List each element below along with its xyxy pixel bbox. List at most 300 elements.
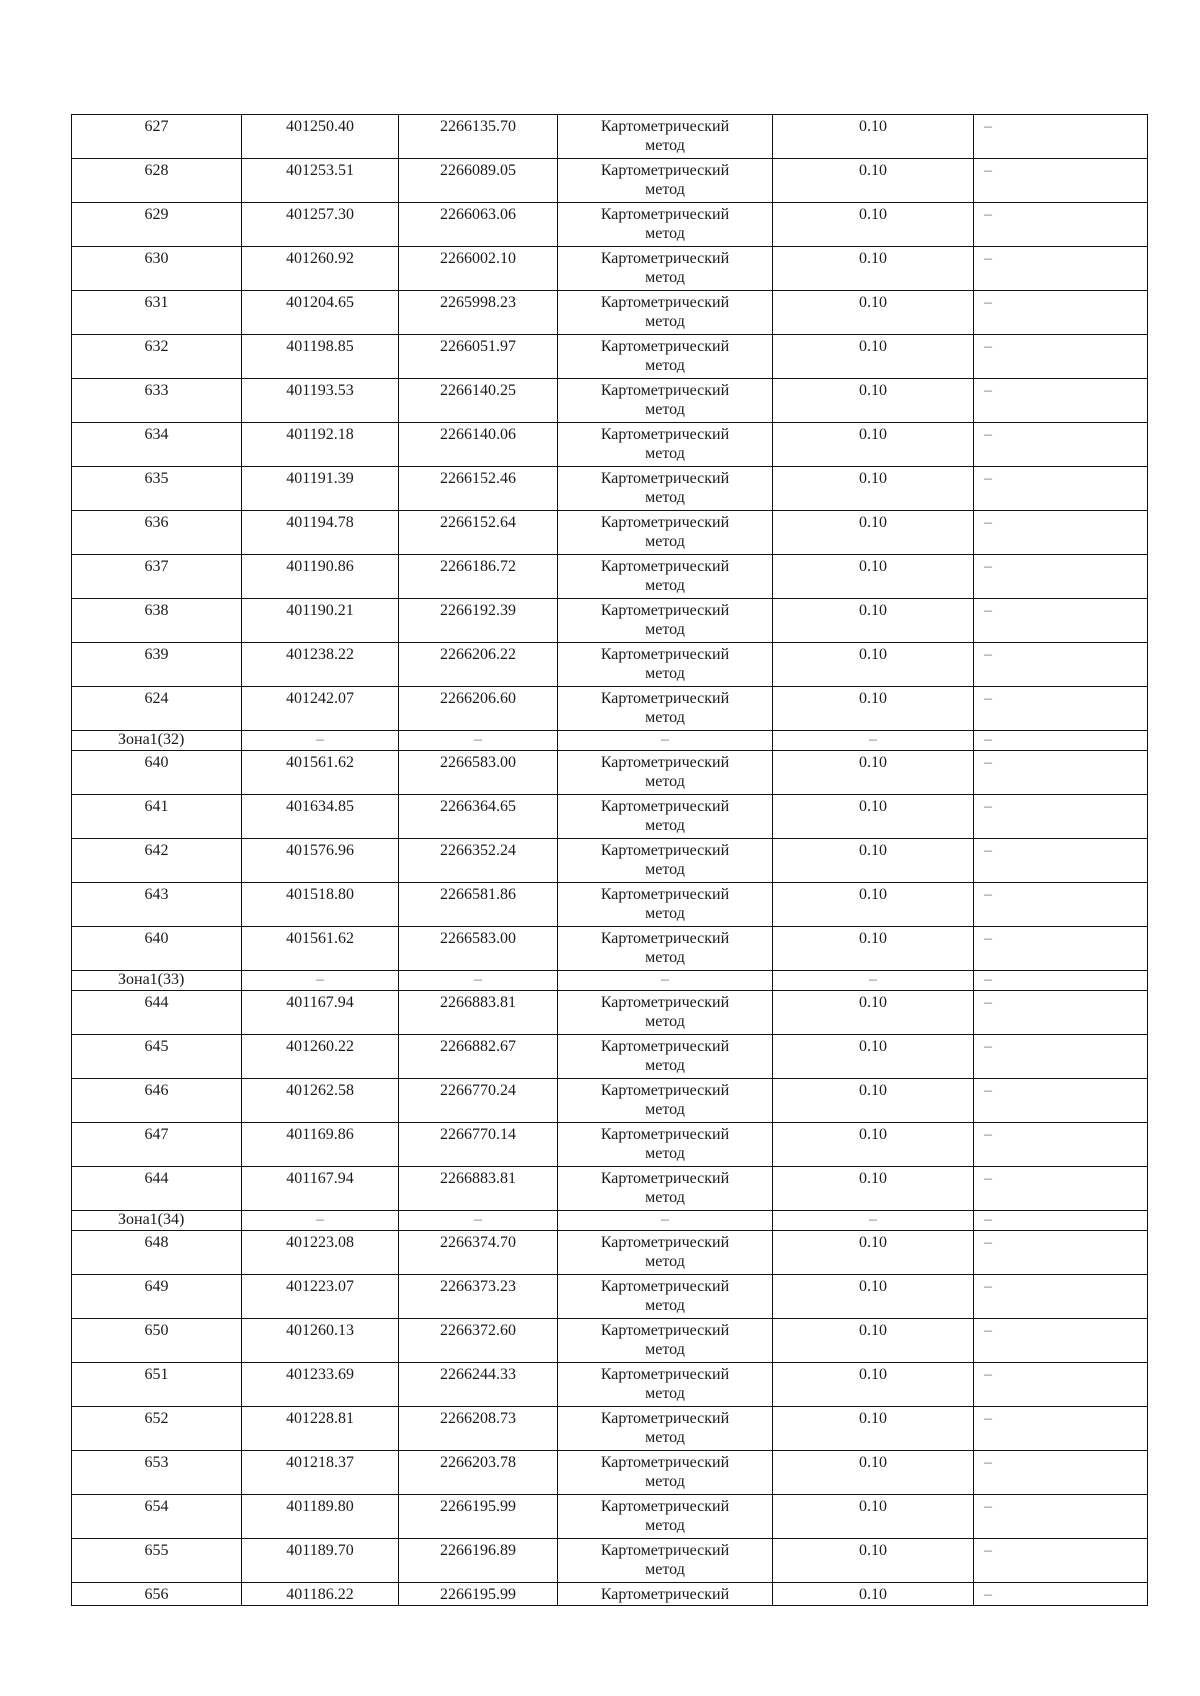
method-cell — [558, 599, 773, 643]
method-line-1: Картометрический — [600, 338, 730, 355]
zone-name-cell: Зона1(33) — [72, 971, 242, 991]
y-cell: 2266208.73 — [399, 1407, 558, 1451]
y-cell: – — [399, 971, 558, 991]
x-cell: 401260.22 — [242, 1035, 399, 1079]
x-cell: 401561.62 — [242, 751, 399, 795]
point-number-cell: 648 — [72, 1231, 242, 1275]
accuracy-cell: 0.10 — [773, 1123, 974, 1167]
note-cell: – — [974, 1123, 1148, 1167]
x-cell: 401518.80 — [242, 883, 399, 927]
method-cell — [558, 1319, 773, 1363]
accuracy-cell: 0.10 — [773, 467, 974, 511]
x-cell: 401190.86 — [242, 555, 399, 599]
note-cell: – — [974, 115, 1148, 159]
accuracy-cell: 0.10 — [773, 883, 974, 927]
note-cell: – — [974, 839, 1148, 883]
point-number-cell: 645 — [72, 1035, 242, 1079]
table-row — [72, 1583, 1148, 1606]
accuracy-cell: 0.10 — [773, 751, 974, 795]
y-cell: 2266583.00 — [399, 751, 558, 795]
x-cell: 401186.22 — [242, 1583, 399, 1606]
table-row — [72, 1275, 1148, 1319]
point-number-cell: 652 — [72, 1407, 242, 1451]
method-cell — [558, 511, 773, 555]
y-cell: 2266089.05 — [399, 159, 558, 203]
method-cell — [558, 1275, 773, 1319]
method-cell — [558, 555, 773, 599]
x-cell: 401193.53 — [242, 379, 399, 423]
table-row — [72, 1123, 1148, 1167]
x-cell: 401238.22 — [242, 643, 399, 687]
accuracy-cell: 0.10 — [773, 991, 974, 1035]
point-number-cell: 640 — [72, 927, 242, 971]
method-line-1: Картометрический — [600, 602, 730, 619]
table-row — [72, 1167, 1148, 1211]
y-cell: 2266192.39 — [399, 599, 558, 643]
table-row — [72, 1035, 1148, 1079]
method-line-1: Картометрический — [600, 514, 730, 531]
method-line-1: Картометрический — [600, 646, 730, 663]
note-cell: – — [974, 795, 1148, 839]
method-line-2: метод — [645, 1297, 685, 1314]
accuracy-cell: 0.10 — [773, 599, 974, 643]
accuracy-cell: 0.10 — [773, 1407, 974, 1451]
method-line-2: метод — [645, 621, 685, 638]
method-line-1: Картометрический — [600, 118, 730, 135]
point-number-cell: 647 — [72, 1123, 242, 1167]
note-cell: – — [974, 511, 1148, 555]
x-cell: 401561.62 — [242, 927, 399, 971]
method-cell — [558, 1167, 773, 1211]
x-cell: 401262.58 — [242, 1079, 399, 1123]
accuracy-cell: 0.10 — [773, 1583, 974, 1606]
point-number-cell: 641 — [72, 795, 242, 839]
y-cell: 2266203.78 — [399, 1451, 558, 1495]
x-cell: – — [242, 971, 399, 991]
method-cell: – — [558, 731, 773, 751]
method-line-2: метод — [645, 1517, 685, 1534]
table-row — [72, 1539, 1148, 1583]
table-row — [72, 423, 1148, 467]
method-cell — [558, 1539, 773, 1583]
point-number-cell: 643 — [72, 883, 242, 927]
accuracy-cell: 0.10 — [773, 159, 974, 203]
y-cell: 2266152.64 — [399, 511, 558, 555]
point-number-cell: 634 — [72, 423, 242, 467]
y-cell: 2266770.14 — [399, 1123, 558, 1167]
note-cell: – — [974, 731, 1148, 751]
method-line-2: метод — [645, 773, 685, 790]
method-cell — [558, 687, 773, 731]
method-line-1: Картометрический — [600, 206, 730, 223]
method-cell — [558, 335, 773, 379]
method-cell — [558, 839, 773, 883]
method-line-1: Картометрический — [600, 1586, 730, 1603]
accuracy-cell: 0.10 — [773, 1231, 974, 1275]
point-number-cell: 640 — [72, 751, 242, 795]
method-cell — [558, 1495, 773, 1539]
method-line-1: Картометрический — [600, 842, 730, 859]
x-cell: 401189.70 — [242, 1539, 399, 1583]
x-cell: 401169.86 — [242, 1123, 399, 1167]
method-line-2: метод — [645, 533, 685, 550]
note-cell: – — [974, 599, 1148, 643]
note-cell: – — [974, 203, 1148, 247]
method-cell — [558, 423, 773, 467]
accuracy-cell: 0.10 — [773, 1167, 974, 1211]
y-cell: 2266372.60 — [399, 1319, 558, 1363]
accuracy-cell: 0.10 — [773, 1495, 974, 1539]
method-cell — [558, 643, 773, 687]
table-row — [72, 643, 1148, 687]
point-number-cell: 644 — [72, 1167, 242, 1211]
y-cell: 2266352.24 — [399, 839, 558, 883]
note-cell: – — [974, 247, 1148, 291]
point-number-cell: 646 — [72, 1079, 242, 1123]
y-cell: – — [399, 1211, 558, 1231]
method-line-2: метод — [645, 817, 685, 834]
y-cell: 2266883.81 — [399, 1167, 558, 1211]
x-cell: 401190.21 — [242, 599, 399, 643]
zone-name-cell: Зона1(34) — [72, 1211, 242, 1231]
method-line-2: метод — [645, 357, 685, 374]
note-cell: – — [974, 971, 1148, 991]
note-cell: – — [974, 1275, 1148, 1319]
table-row — [72, 1079, 1148, 1123]
y-cell: 2266196.89 — [399, 1539, 558, 1583]
x-cell: 401250.40 — [242, 115, 399, 159]
method-line-2: метод — [645, 1429, 685, 1446]
table-row — [72, 203, 1148, 247]
point-number-cell: 630 — [72, 247, 242, 291]
x-cell: 401218.37 — [242, 1451, 399, 1495]
method-line-1: Картометрический — [600, 1322, 730, 1339]
method-cell — [558, 159, 773, 203]
method-line-1: Картометрический — [600, 1170, 730, 1187]
y-cell: – — [399, 731, 558, 751]
x-cell: 401191.39 — [242, 467, 399, 511]
note-cell: – — [974, 1451, 1148, 1495]
method-line-2: метод — [645, 1101, 685, 1118]
method-line-2: метод — [645, 1057, 685, 1074]
note-cell: – — [974, 159, 1148, 203]
table-row — [72, 511, 1148, 555]
note-cell: – — [974, 1539, 1148, 1583]
y-cell: 2266206.22 — [399, 643, 558, 687]
table-row — [72, 467, 1148, 511]
method-cell — [558, 927, 773, 971]
method-line-1: Картометрический — [600, 754, 730, 771]
point-number-cell: 637 — [72, 555, 242, 599]
method-line-1: Картометрический — [600, 1542, 730, 1559]
table-row — [72, 247, 1148, 291]
x-cell: 401223.08 — [242, 1231, 399, 1275]
note-cell: – — [974, 991, 1148, 1035]
y-cell: 2266206.60 — [399, 687, 558, 731]
note-cell: – — [974, 751, 1148, 795]
method-line-2: метод — [645, 1561, 685, 1578]
x-cell: 401198.85 — [242, 335, 399, 379]
method-cell — [558, 1583, 773, 1606]
x-cell: – — [242, 1211, 399, 1231]
x-cell: 401576.96 — [242, 839, 399, 883]
accuracy-cell: 0.10 — [773, 1035, 974, 1079]
method-line-1: Картометрический — [600, 558, 730, 575]
y-cell: 2266882.67 — [399, 1035, 558, 1079]
point-number-cell: 650 — [72, 1319, 242, 1363]
table-row — [72, 291, 1148, 335]
accuracy-cell: 0.10 — [773, 1275, 974, 1319]
x-cell: 401223.07 — [242, 1275, 399, 1319]
accuracy-cell: – — [773, 1211, 974, 1231]
point-number-cell: 631 — [72, 291, 242, 335]
note-cell: – — [974, 1583, 1148, 1606]
zone-header-row — [72, 731, 1148, 751]
accuracy-cell: 0.10 — [773, 643, 974, 687]
method-cell — [558, 1231, 773, 1275]
y-cell: 2265998.23 — [399, 291, 558, 335]
method-line-1: Картометрический — [600, 294, 730, 311]
y-cell: 2266063.06 — [399, 203, 558, 247]
note-cell: – — [974, 1363, 1148, 1407]
y-cell: 2266140.06 — [399, 423, 558, 467]
note-cell: – — [974, 1167, 1148, 1211]
note-cell: – — [974, 467, 1148, 511]
method-line-2: метод — [645, 445, 685, 462]
coordinates-table — [71, 114, 1148, 1606]
method-line-1: Картометрический — [600, 1454, 730, 1471]
accuracy-cell: 0.10 — [773, 1363, 974, 1407]
table-row — [72, 687, 1148, 731]
note-cell: – — [974, 1231, 1148, 1275]
method-line-2: метод — [645, 1189, 685, 1206]
accuracy-cell: 0.10 — [773, 115, 974, 159]
point-number-cell: 651 — [72, 1363, 242, 1407]
table-row — [72, 115, 1148, 159]
note-cell: – — [974, 1211, 1148, 1231]
accuracy-cell: 0.10 — [773, 291, 974, 335]
table-row — [72, 1495, 1148, 1539]
method-line-1: Картометрический — [600, 1366, 730, 1383]
x-cell: 401189.80 — [242, 1495, 399, 1539]
point-number-cell: 649 — [72, 1275, 242, 1319]
method-cell — [558, 1079, 773, 1123]
accuracy-cell: 0.10 — [773, 1539, 974, 1583]
x-cell: 401233.69 — [242, 1363, 399, 1407]
point-number-cell: 644 — [72, 991, 242, 1035]
method-line-1: Картометрический — [600, 1234, 730, 1251]
method-line-2: метод — [645, 137, 685, 154]
method-line-2: метод — [645, 489, 685, 506]
accuracy-cell: 0.10 — [773, 1079, 974, 1123]
note-cell: – — [974, 687, 1148, 731]
method-line-2: метод — [645, 1253, 685, 1270]
accuracy-cell: 0.10 — [773, 335, 974, 379]
note-cell: – — [974, 1495, 1148, 1539]
table-row — [72, 1231, 1148, 1275]
accuracy-cell: 0.10 — [773, 839, 974, 883]
x-cell: 401260.13 — [242, 1319, 399, 1363]
accuracy-cell: 0.10 — [773, 687, 974, 731]
y-cell: 2266770.24 — [399, 1079, 558, 1123]
point-number-cell: 653 — [72, 1451, 242, 1495]
method-line-1: Картометрический — [600, 1082, 730, 1099]
method-cell — [558, 751, 773, 795]
accuracy-cell: 0.10 — [773, 203, 974, 247]
x-cell: 401257.30 — [242, 203, 399, 247]
x-cell: 401192.18 — [242, 423, 399, 467]
method-cell — [558, 883, 773, 927]
method-cell — [558, 247, 773, 291]
method-line-1: Картометрический — [600, 1038, 730, 1055]
zone-name-cell: Зона1(32) — [72, 731, 242, 751]
y-cell: 2266002.10 — [399, 247, 558, 291]
y-cell: 2266186.72 — [399, 555, 558, 599]
y-cell: 2266051.97 — [399, 335, 558, 379]
table-row — [72, 1451, 1148, 1495]
y-cell: 2266883.81 — [399, 991, 558, 1035]
accuracy-cell: 0.10 — [773, 423, 974, 467]
point-number-cell: 627 — [72, 115, 242, 159]
method-line-1: Картометрический — [600, 1498, 730, 1515]
y-cell: 2266364.65 — [399, 795, 558, 839]
method-line-2: метод — [645, 1385, 685, 1402]
method-line-1: Картометрический — [600, 930, 730, 947]
method-cell — [558, 1407, 773, 1451]
zone-header-row — [72, 1211, 1148, 1231]
note-cell: – — [974, 423, 1148, 467]
accuracy-cell: 0.10 — [773, 555, 974, 599]
table-row — [72, 883, 1148, 927]
accuracy-cell: – — [773, 971, 974, 991]
method-cell — [558, 1363, 773, 1407]
method-line-2: метод — [645, 949, 685, 966]
method-line-2: метод — [645, 709, 685, 726]
table-row — [72, 379, 1148, 423]
method-line-2: метод — [645, 905, 685, 922]
point-number-cell: 624 — [72, 687, 242, 731]
method-line-1: Картометрический — [600, 382, 730, 399]
x-cell: 401194.78 — [242, 511, 399, 555]
point-number-cell: 628 — [72, 159, 242, 203]
table-row — [72, 751, 1148, 795]
method-line-1: Картометрический — [600, 994, 730, 1011]
note-cell: – — [974, 1407, 1148, 1451]
x-cell: 401167.94 — [242, 1167, 399, 1211]
x-cell: 401242.07 — [242, 687, 399, 731]
x-cell: 401167.94 — [242, 991, 399, 1035]
note-cell: – — [974, 927, 1148, 971]
accuracy-cell: 0.10 — [773, 927, 974, 971]
x-cell: 401228.81 — [242, 1407, 399, 1451]
method-line-2: метод — [645, 313, 685, 330]
x-cell: 401634.85 — [242, 795, 399, 839]
y-cell: 2266195.99 — [399, 1495, 558, 1539]
zone-header-row — [72, 971, 1148, 991]
note-cell: – — [974, 379, 1148, 423]
note-cell: – — [974, 883, 1148, 927]
method-line-2: метод — [645, 1145, 685, 1162]
table-body — [72, 115, 1148, 1606]
x-cell: – — [242, 731, 399, 751]
table-row — [72, 1407, 1148, 1451]
point-number-cell: 635 — [72, 467, 242, 511]
table-row — [72, 839, 1148, 883]
method-line-2: метод — [645, 577, 685, 594]
method-line-1: Картометрический — [600, 162, 730, 179]
table-row — [72, 159, 1148, 203]
note-cell: – — [974, 1079, 1148, 1123]
method-cell: – — [558, 971, 773, 991]
accuracy-cell: 0.10 — [773, 1319, 974, 1363]
note-cell: – — [974, 335, 1148, 379]
method-line-2: метод — [645, 1341, 685, 1358]
point-number-cell: 629 — [72, 203, 242, 247]
point-number-cell: 655 — [72, 1539, 242, 1583]
note-cell: – — [974, 291, 1148, 335]
method-cell — [558, 1123, 773, 1167]
method-cell — [558, 795, 773, 839]
method-line-1: Картометрический — [600, 798, 730, 815]
y-cell: 2266140.25 — [399, 379, 558, 423]
point-number-cell: 656 — [72, 1583, 242, 1606]
point-number-cell: 639 — [72, 643, 242, 687]
point-number-cell: 642 — [72, 839, 242, 883]
method-cell — [558, 467, 773, 511]
point-number-cell: 654 — [72, 1495, 242, 1539]
note-cell: – — [974, 643, 1148, 687]
point-number-cell: 636 — [72, 511, 242, 555]
y-cell: 2266195.99 — [399, 1583, 558, 1606]
method-cell — [558, 1035, 773, 1079]
method-line-1: Картометрический — [600, 250, 730, 267]
method-cell — [558, 115, 773, 159]
y-cell: 2266244.33 — [399, 1363, 558, 1407]
method-line-2: метод — [645, 181, 685, 198]
method-line-1: Картометрический — [600, 1410, 730, 1427]
accuracy-cell: 0.10 — [773, 247, 974, 291]
method-line-1: Картометрический — [600, 1126, 730, 1143]
x-cell: 401260.92 — [242, 247, 399, 291]
method-line-1: Картометрический — [600, 426, 730, 443]
method-line-2: метод — [645, 401, 685, 418]
table-row — [72, 555, 1148, 599]
x-cell: 401204.65 — [242, 291, 399, 335]
method-line-1: Картометрический — [600, 886, 730, 903]
x-cell: 401253.51 — [242, 159, 399, 203]
method-line-2: метод — [645, 225, 685, 242]
method-cell — [558, 991, 773, 1035]
method-cell — [558, 379, 773, 423]
point-number-cell: 633 — [72, 379, 242, 423]
method-line-2: метод — [645, 1013, 685, 1030]
accuracy-cell: – — [773, 731, 974, 751]
note-cell: – — [974, 555, 1148, 599]
table-row — [72, 335, 1148, 379]
method-line-1: Картометрический — [600, 1278, 730, 1295]
method-cell: – — [558, 1211, 773, 1231]
note-cell: – — [974, 1035, 1148, 1079]
method-line-1: Картометрический — [600, 690, 730, 707]
accuracy-cell: 0.10 — [773, 1451, 974, 1495]
accuracy-cell: 0.10 — [773, 379, 974, 423]
y-cell: 2266152.46 — [399, 467, 558, 511]
point-number-cell: 632 — [72, 335, 242, 379]
table-row — [72, 991, 1148, 1035]
method-line-2: метод — [645, 861, 685, 878]
y-cell: 2266581.86 — [399, 883, 558, 927]
y-cell: 2266135.70 — [399, 115, 558, 159]
